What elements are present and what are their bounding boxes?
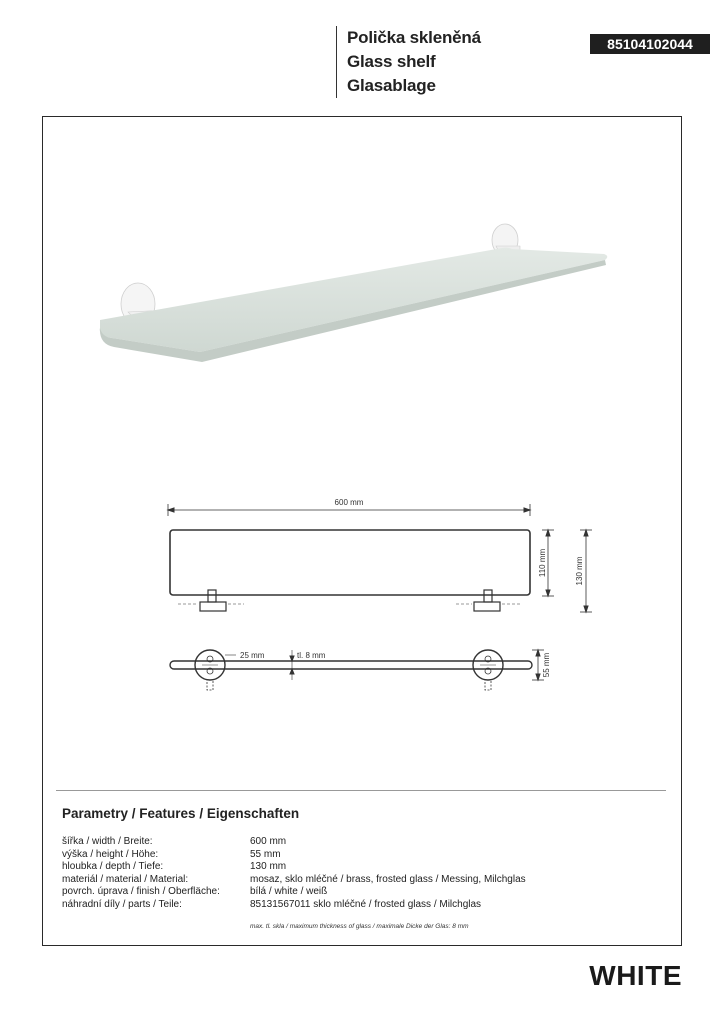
thickness-dimension-label: tl. 8 mm xyxy=(297,651,326,660)
title-german: Glasablage xyxy=(347,76,436,95)
spec-label: náhradní díly / parts / Teile: xyxy=(62,898,182,910)
spec-value: mosaz, sklo mléčné / brass, frosted glass / Messing, Milchglas xyxy=(250,873,526,885)
spec-label: výška / height / Höhe: xyxy=(62,848,159,860)
title-english: Glass shelf xyxy=(347,52,436,71)
glass-thickness-note: max. tl. skla / maximum thickness of glass / maximale Dicke der Glas: 8 mm xyxy=(250,923,469,930)
spec-row-parts xyxy=(62,899,526,912)
spec-value: 85131567011 sklo mléčné / frosted glass / Milchglas xyxy=(250,898,482,910)
section-divider xyxy=(56,790,666,791)
spec-row-height xyxy=(62,849,526,862)
spec-label: hloubka / depth / Tiefe: xyxy=(62,861,164,872)
parameters-heading: Parametry / Features / Eigenschaften xyxy=(62,806,300,821)
spec-row-depth xyxy=(62,861,526,874)
height-inner-dimension-label: 110 mm xyxy=(538,548,547,578)
bracket-dimension-label: 25 mm xyxy=(240,651,265,660)
title-czech: Polička skleněná xyxy=(347,28,481,47)
depth-dimension-label: 55 mm xyxy=(542,652,551,678)
finish-color-label: WHITE xyxy=(589,960,682,991)
product-code-badge: 85104102044 xyxy=(590,34,710,54)
spec-row-material xyxy=(62,874,526,887)
width-dimension-label: 600 mm xyxy=(334,498,364,507)
spec-table xyxy=(62,836,526,911)
spec-row-finish xyxy=(62,886,526,899)
spec-value: bílá / white / weiß xyxy=(250,886,328,897)
spec-value: 55 mm xyxy=(250,848,281,860)
spec-label: povrch. úprava / finish / Oberfläche: xyxy=(62,886,220,897)
spec-label: šířka / width / Breite: xyxy=(62,836,153,847)
spec-value: 130 mm xyxy=(250,861,287,872)
spec-row-width xyxy=(62,836,526,849)
spec-label: materiál / material / Material: xyxy=(62,873,189,885)
height-outer-dimension-label: 130 mm xyxy=(575,556,584,586)
spec-value: 600 mm xyxy=(250,836,287,847)
